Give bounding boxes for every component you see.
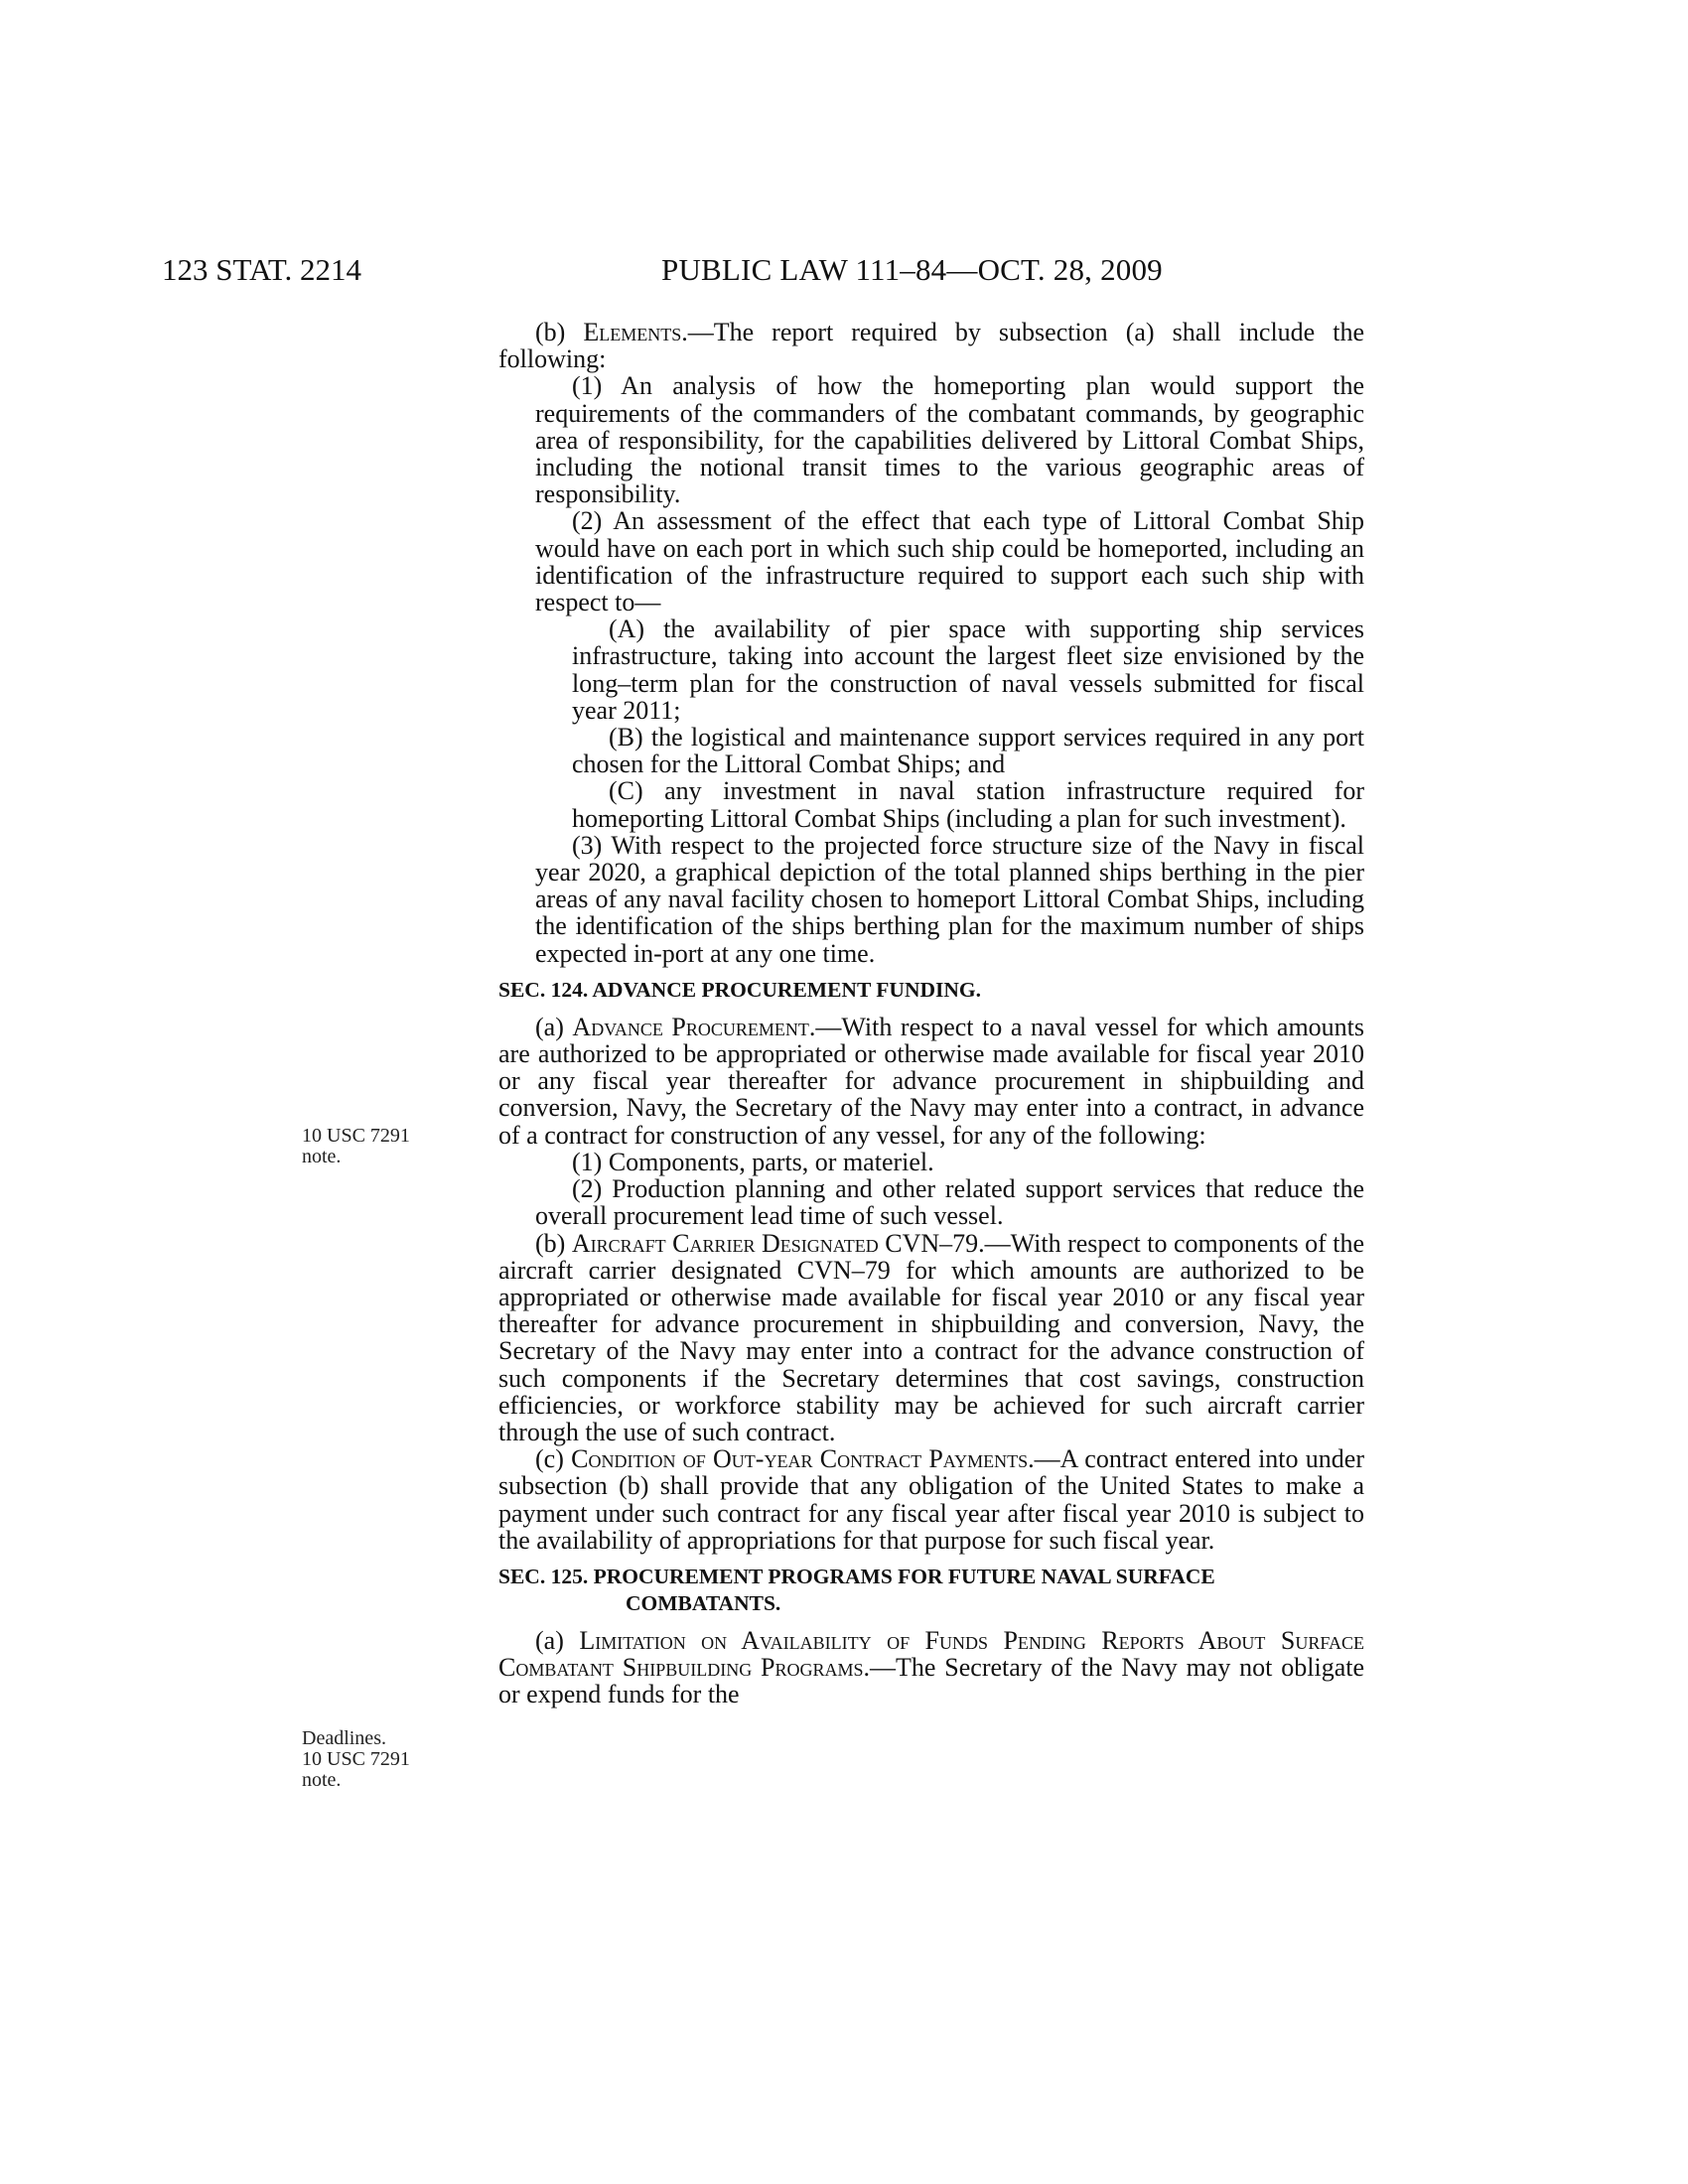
margin-note-sec124: 10 USC 7291 note. [302, 1125, 410, 1167]
paragraph-1: (1) An analysis of how the homeporting plan would support the requirements of the commanders of the combatant commands, by geographic area of responsibility, for the capabilities delivered by Littoral Combat Ships, including the notional transit times to the various geographic areas of responsibility. [535, 371, 1364, 509]
paragraph-2a: (A) the availability of pier space with supporting ship services infrastructure, taking into account the largest fleet size envisioned by the long–term plan for the construction of naval vessels submitted for fiscal year 2011; [572, 614, 1364, 725]
section-124-c: (c) Condition of Out-year Contract Payments.—A contract entered into under subsection (b) shall provide that any obligation of the United States to make a payment under such contract for any fiscal year after fiscal year 2010 is subject to the availability of appropriations for that purpose for such fiscal year. [498, 1444, 1364, 1555]
statute-page-number: 123 STAT. 2214 [162, 252, 362, 287]
section-124-a: (a) Advance Procurement.—With respect to a naval vessel for which amounts are authorized to be appropriated or otherwise made available for fiscal year 2010 or any fiscal year thereafter for advance procurement in shipbuilding and conversion, Navy, the Secretary of the Navy may enter into a contract, in advance of a contract for construction of any vessel, for any of the following: [498, 1012, 1365, 1150]
margin-note-sec125: Deadlines. 10 USC 7291 note. [302, 1727, 410, 1791]
paragraph-2: (2) An assessment of the effect that each type of Littoral Combat Ship would have on each port in which such ship could be homeported, including an identification of the infrastructure required to support each such ship with respect to— [535, 506, 1364, 617]
paragraph-2b: (B) the logistical and maintenance support services required in any port chosen for the Littoral Combat Ships; and [572, 723, 1364, 779]
section-125-a: (a) Limitation on Availability of Funds Pending Reports About Surface Combatant Shipbuilding Programs.—The Secretary of the Navy may not obligate or expend funds for the [498, 1625, 1364, 1709]
section-125-heading: SEC. 125. PROCUREMENT PROGRAMS FOR FUTURE NAVAL SURFACE COMBATANTS. [498, 1564, 1215, 1615]
paragraph-b-elements: (b) Elements.—The report required by subsection (a) shall include the following: [498, 318, 1364, 374]
section-124-b: (b) Aircraft Carrier Designated CVN–79.—With respect to components of the aircraft carrier designated CVN–79 for which amounts are authorized to be appropriated or otherwise made available for fiscal year 2010 or any fiscal year thereafter for advance procurement in shipbuilding and conversion, Navy, the Secretary of the Navy may enter into a contract for the advance construction of such components if the Secretary determines that cost savings, construction efficiencies, or workforce stability may be achieved for such aircraft carrier through the use of such contract. [498, 1228, 1365, 1446]
paragraph-2c: (C) any investment in naval station infrastructure required for homeporting Littoral Combat Ships (including a plan for such investment). [572, 776, 1364, 833]
document-body [498, 319, 1364, 1708]
paragraph-3: (3) With respect to the projected force structure size of the Navy in fiscal year 2020, a graphical depiction of the total planned ships berthing in the pier areas of any naval facility chosen to homeport Littoral Combat Ships, including the identification of the ships berthing plan for the maximum number of ships expected in-port at any one time. [535, 830, 1364, 968]
section-124-a-2: (2) Production planning and other related support services that reduce the overall procurement lead time of such vessel. [535, 1174, 1364, 1231]
public-law-title: PUBLIC LAW 111–84—OCT. 28, 2009 [661, 252, 1163, 287]
section-124-heading: SEC. 124. ADVANCE PROCUREMENT FUNDING. [498, 977, 981, 1002]
section-124-a-1: (1) Components, parts, or materiel. [572, 1147, 934, 1176]
